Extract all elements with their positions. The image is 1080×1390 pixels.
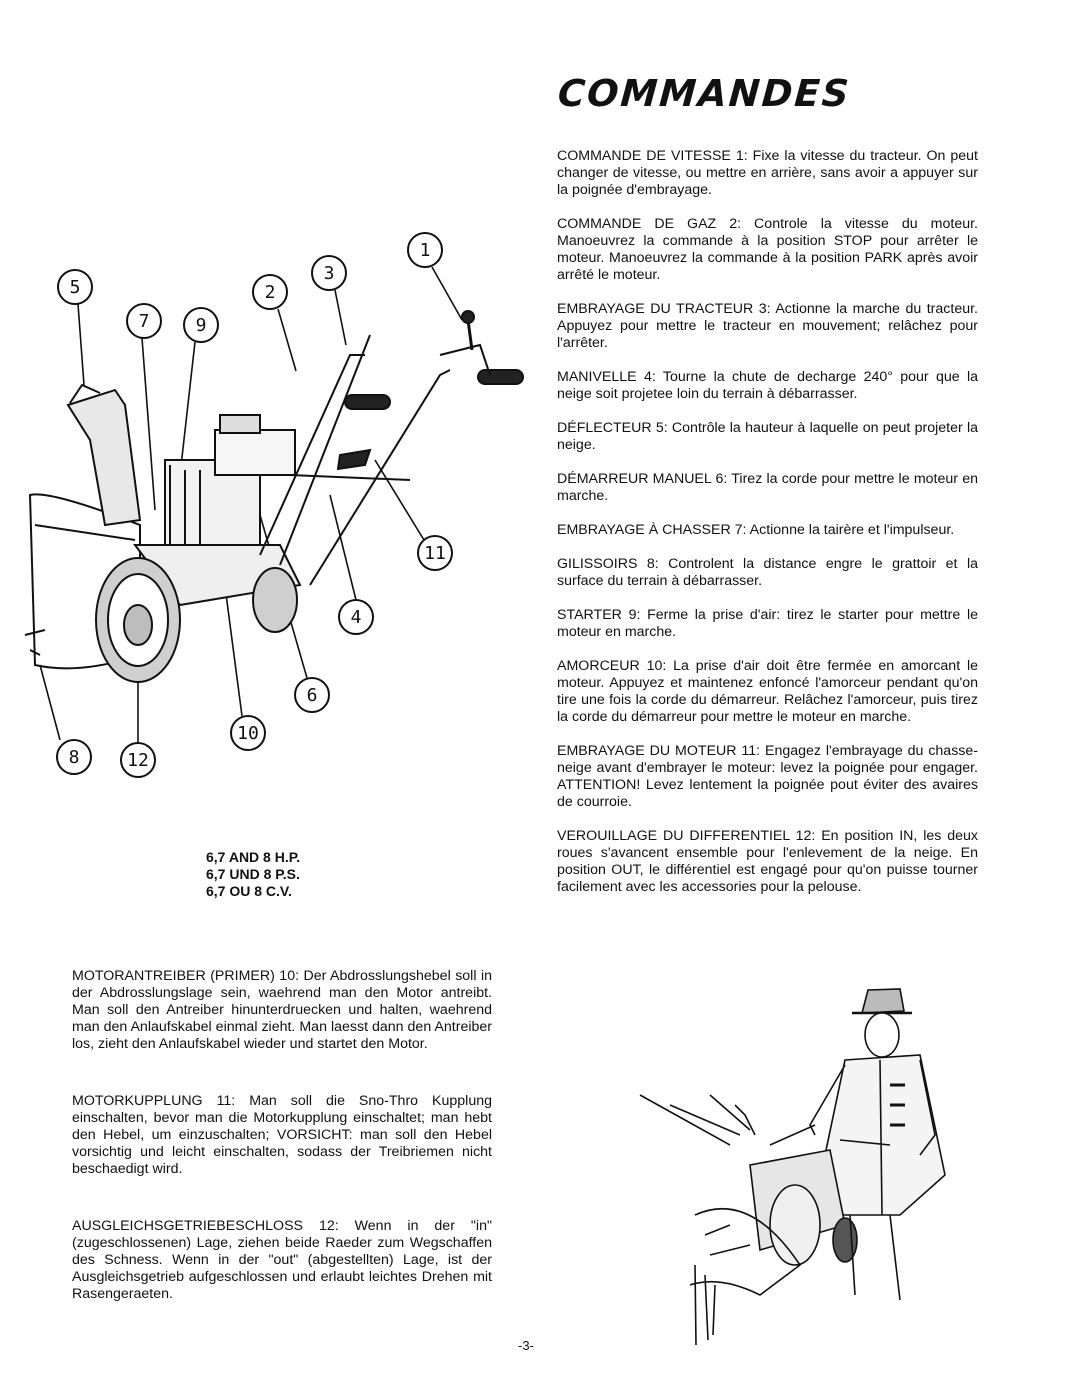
model-cv: 6,7 OU 8 C.V. [206, 883, 292, 899]
french-controls-column [557, 148, 978, 913]
control-deflector: DÉFLECTEUR 5: Contrôle la hauteur à laquelle on peut projeter la neige. [557, 420, 978, 453]
control-skids: GILISSOIRS 8: Controlent la distance engre le grattoir et la surface du terrain à débarrasser. [557, 556, 978, 589]
control-recoil-starter: DÉMARREUR MANUEL 6: Tirez la corde pour mettre le moteur en marche. [557, 471, 978, 504]
control-traction-clutch: EMBRAYAGE DU TRACTEUR 3: Actionne la marche du tracteur. Appuyez pour mettre le tracteur en mouvement; relâchez pour l'arrêter. [557, 301, 978, 351]
callout-3: 3 [323, 263, 335, 284]
control-throttle: COMMANDE DE GAZ 2: Controle la vitesse du moteur. Manoeuvrez la commande à la position STOP pour arrêter le moteur. Manoeuvrez la commande à la position PARK après avoir arrêté le moteur. [557, 216, 978, 283]
callout-10: 10 [237, 723, 259, 744]
german-controls-column [72, 968, 492, 1303]
operator-illustration [600, 985, 950, 1355]
page-number: -3- [518, 1338, 534, 1353]
control-primer: AMORCEUR 10: La prise d'air doit être fermée en amorcant le moteur. Appuyez et maintenez enfoncé l'amorceur pendant qu'on tire une fois la corde du démarreur. Relâchez l'amorceur, puis tirez la corde du démarreur pour mettre le moteur en marche. [557, 658, 978, 725]
callout-6: 6 [306, 685, 318, 706]
callout-7: 7 [138, 311, 150, 332]
control-choke: STARTER 9: Ferme la prise d'air: tirez le starter pour mettre le moteur en marche. [557, 607, 978, 640]
snowthrower-diagram [20, 225, 540, 785]
callout-5: 5 [69, 277, 81, 298]
control-differential-lock: VEROUILLAGE DU DIFFERENTIEL 12: En position IN, les deux roues s'avancent ensemble pour l'enlevement de la neige. En position OUT, le différentiel est engagé pour qu'on puisse tourner facilement avec les accessories pour la pelouse. [557, 828, 978, 895]
control-engine-clutch: EMBRAYAGE DU MOTEUR 11: Engagez l'embrayage du chasse-neige avant d'embrayer le moteur: levez la poignée pour engager. ATTENTION! Levez lentement la poignée pout éviter des avaires de courroie. [557, 743, 978, 810]
page-title: COMMANDES [556, 72, 852, 115]
callout-2: 2 [264, 282, 276, 303]
german-engine-clutch: MOTORKUPPLUNG 11: Man soll die Sno-Thro Kupplung einschalten, bevor man die Motorkupplung einschaltet; man hebt den Hebel, um einzuschalten; VORSICHT: man soll den Hebel vorsichtig und leicht einschalten, sodass der Treibriemen nicht beschaedigt wird. [72, 1093, 492, 1177]
callout-12: 12 [127, 750, 149, 771]
german-primer: MOTORANTREIBER (PRIMER) 10: Der Abdrosslungshebel soll in der Abdrosslungslage sein, waehrend man den Motor antreibt. Man soll den Antreiber hinunterdruecken und halten, waehrend man den Anlaufskabel einmal zieht. Man laesst dann den Antreiber los, zieht den Anlaufskabel wieder und startet den Motor. [72, 968, 492, 1052]
model-designations [206, 849, 300, 900]
control-speed: COMMANDE DE VITESSE 1: Fixe la vitesse du tracteur. On peut changer de vitesse, ou mettre en arrière, sans avoir a appuyer sur la poignée d'embrayage. [557, 148, 978, 198]
callout-4: 4 [350, 607, 362, 628]
callout-1: 1 [419, 240, 431, 261]
model-hp: 6,7 AND 8 H.P. [206, 849, 301, 865]
german-differential-lock: AUSGLEICHSGETRIEBESCHLOSS 12: Wenn in der "in" (zugeschlossenen) Lage, ziehen beide Raeder zum Wegschaffen des Schness. Wenn in der "out" (abgestellten) Lage, ist der Ausgleichsgetrieb aufgeschlossen und erlaubt leichtes Drehen mit Rasengeraeten. [72, 1218, 492, 1302]
control-auger-clutch: EMBRAYAGE À CHASSER 7: Actionne la tairère et l'impulseur. [557, 522, 955, 538]
model-ps: 6,7 UND 8 P.S. [206, 866, 300, 882]
control-crank: MANIVELLE 4: Tourne la chute de decharge 240° pour que la neige soit projetee loin du terrain à débarrasser. [557, 369, 978, 402]
callout-8: 8 [68, 747, 80, 768]
callout-9: 9 [195, 315, 207, 336]
callout-11: 11 [424, 543, 446, 564]
